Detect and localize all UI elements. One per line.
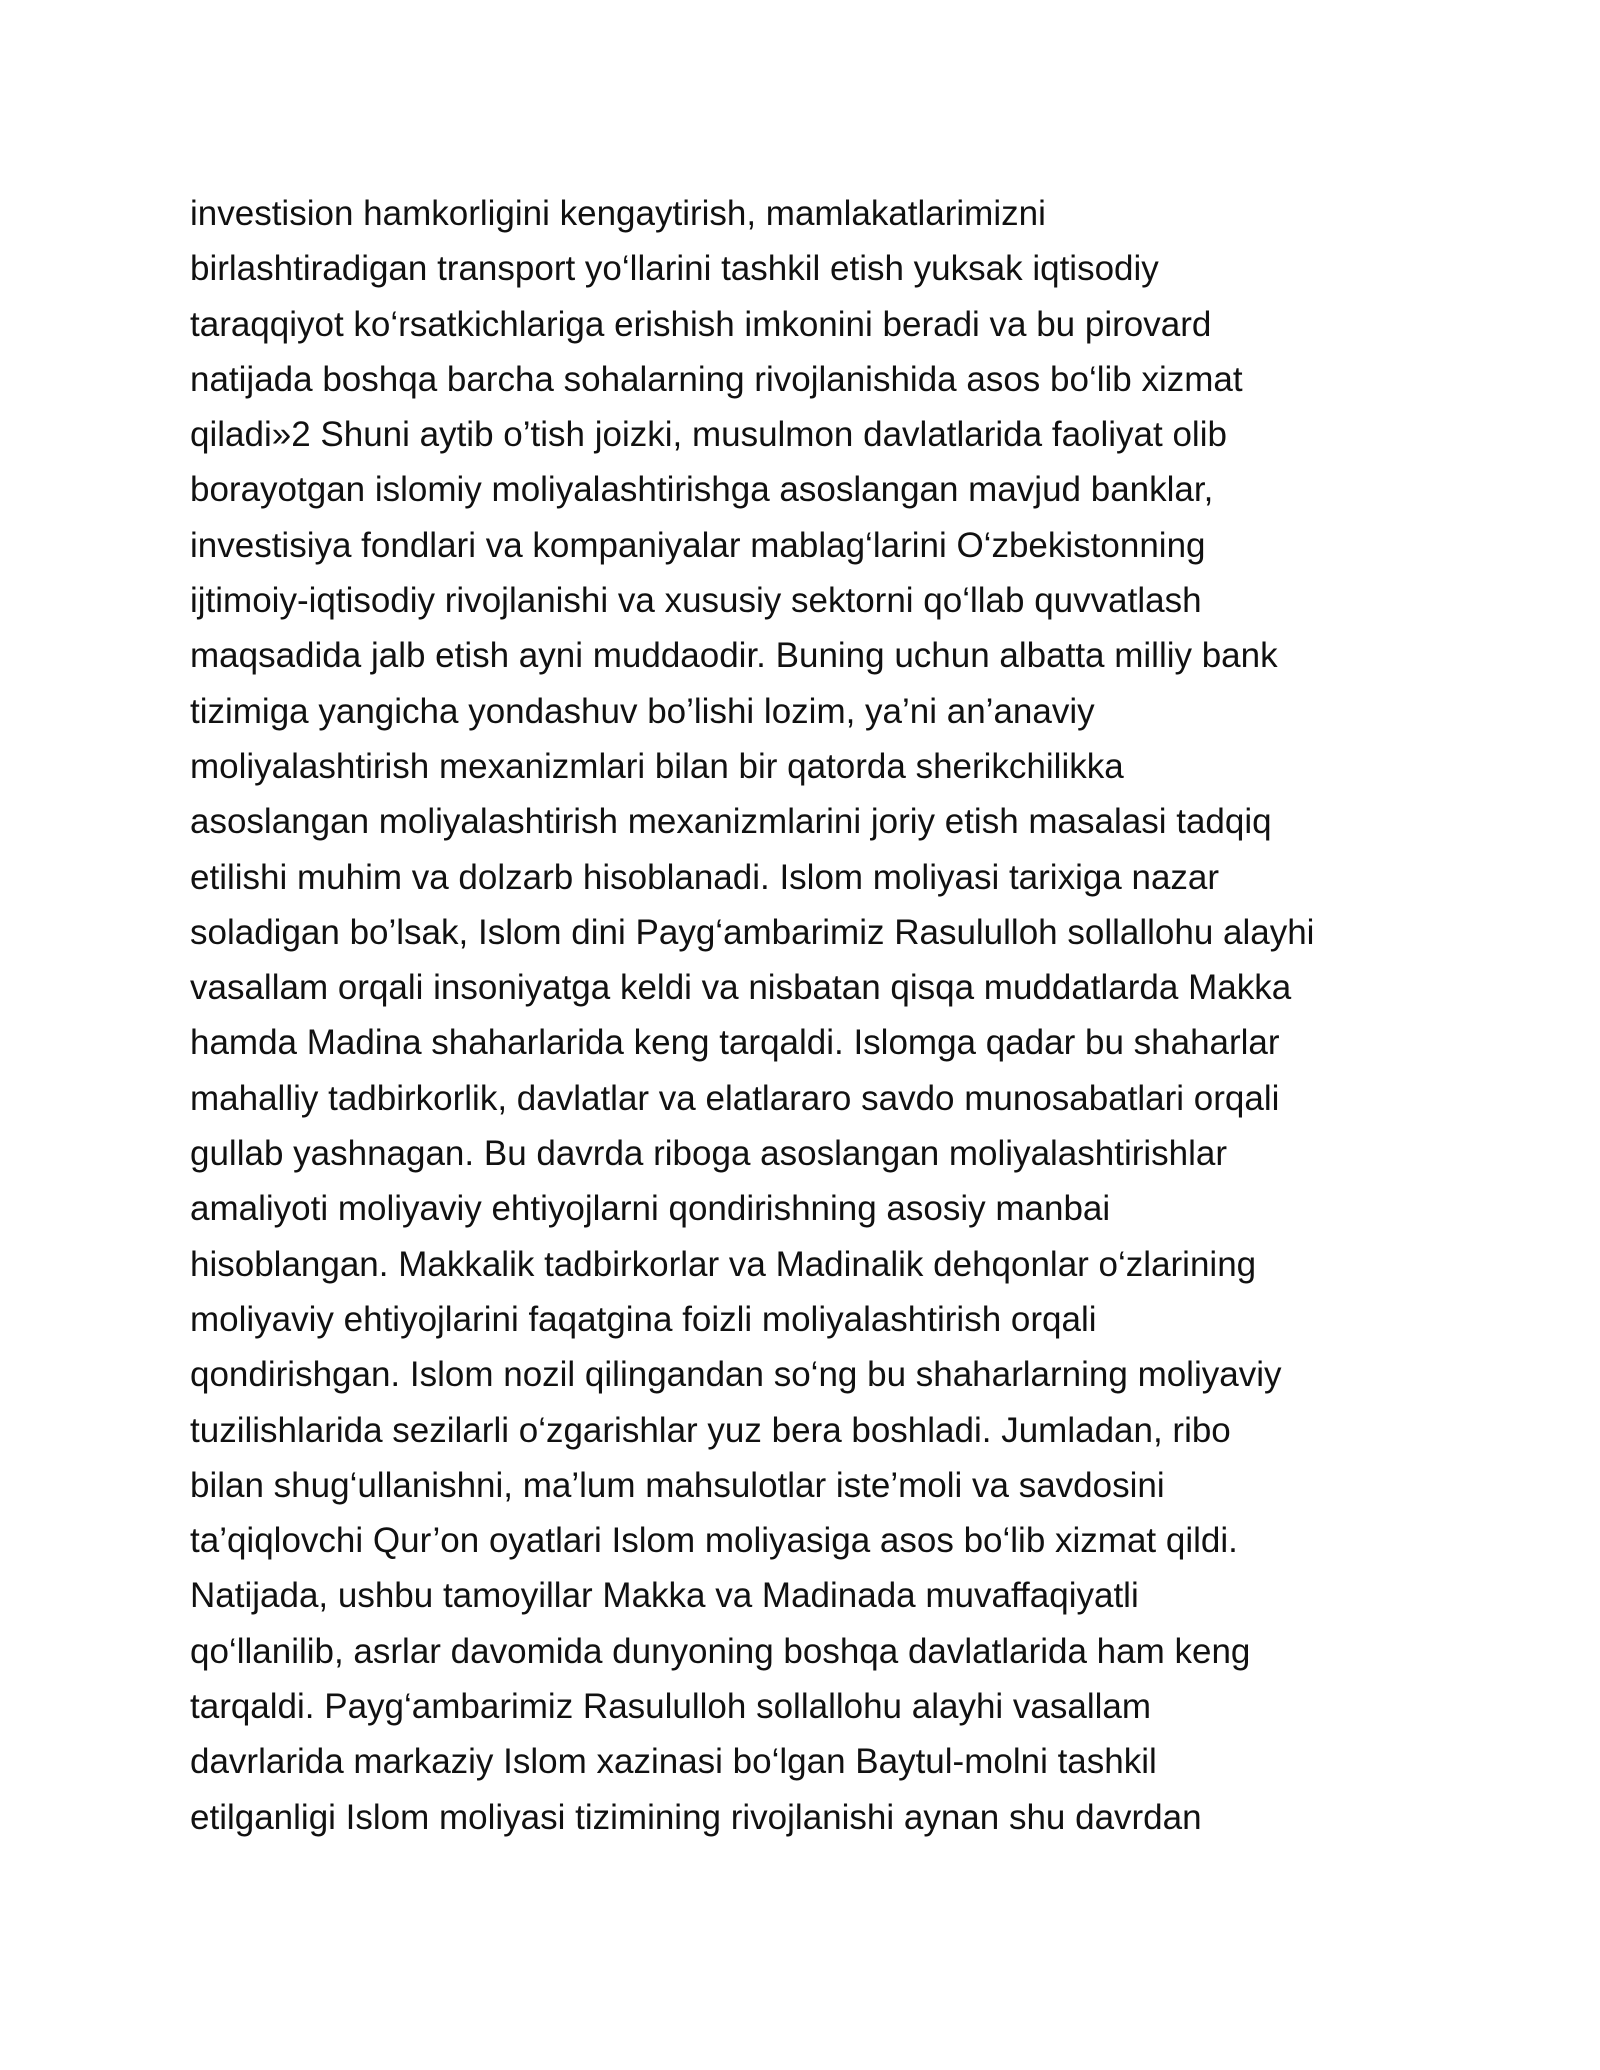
text-line: tarqaldi. Payg‘ambarimiz Rasululloh sollallohu alayhi vasallam <box>190 1687 1152 1727</box>
text-line: bilan shug‘ullanishni, ma’lum mahsulotlar iste’moli va savdosini <box>190 1465 1165 1505</box>
text-line: hisoblangan. Makkalik tadbirkorlar va Madinalik dehqonlar o‘zlarining <box>190 1244 1257 1284</box>
text-line: ijtimoiy-iqtisodiy rivojlanishi va xususiy sektorni qo‘llab quvvatlash <box>190 581 1202 621</box>
text-line: soladigan bo’lsak, Islom dini Payg‘ambarimiz Rasululloh sollallohu alayhi <box>190 912 1315 952</box>
text-line: davrlarida markaziy Islom xazinasi bo‘lgan Baytul-molni tashkil <box>190 1742 1157 1782</box>
text-line: amaliyoti moliyaviy ehtiyojlarni qondirishning asosiy manbai <box>190 1189 1111 1229</box>
text-line: asoslangan moliyalashtirish mexanizmlarini joriy etish masalasi tadqiq <box>190 802 1272 842</box>
text-line: investision hamkorligini kengaytirish, mamlakatlarimizni <box>190 194 1046 233</box>
text-line: ta’qiqlovchi Qur’on oyatlari Islom moliyasiga asos bo‘lib xizmat qildi. <box>190 1521 1238 1561</box>
text-line: borayotgan islomiy moliyalashtirishga asoslangan mavjud banklar, <box>190 470 1214 510</box>
text-line: etilganligi Islom moliyasi tizimining rivojlanishi aynan shu davrdan <box>190 1797 1202 1837</box>
text-line: etilishi muhim va dolzarb hisoblanadi. Islom moliyasi tarixiga nazar <box>190 857 1220 897</box>
text-line: mahalliy tadbirkorlik, davlatlar va elatlararo savdo munosabatlari orqali <box>190 1078 1280 1118</box>
text-line: qondirishgan. Islom nozil qilingandan so‘ng bu shaharlarning moliyaviy <box>190 1355 1282 1395</box>
text-line: moliyalashtirish mexanizmlari bilan bir qatorda sherikchilikka <box>190 746 1124 786</box>
text-line: birlashtiradigan transport yo‘llarini tashkil etish yuksak iqtisodiy <box>190 249 1159 289</box>
text-line: natijada boshqa barcha sohalarning rivojlanishida asos bo‘lib xizmat <box>190 359 1243 399</box>
text-line: taraqqiyot ko‘rsatkichlariga erishish imkonini beradi va bu pirovard <box>190 304 1212 344</box>
text-line: vasallam orqali insoniyatga keldi va nisbatan qisqa muddatlarda Makka <box>190 968 1292 1008</box>
body-text <box>190 186 1440 1845</box>
text-line: qo‘llanilib, asrlar davomida dunyoning boshqa davlatlarida ham keng <box>190 1631 1251 1671</box>
text-line: tizimiga yangicha yondashuv bo’lishi lozim, ya’ni an’anaviy <box>190 691 1095 731</box>
text-line: tuzilishlarida sezilarli o‘zgarishlar yuz bera boshladi. Jumladan, ribo <box>190 1410 1231 1450</box>
text-line: moliyaviy ehtiyojlarini faqatgina foizli moliyalashtirish orqali <box>190 1299 1097 1339</box>
text-line: gullab yashnagan. Bu davrda riboga asoslangan moliyalashtirishlar <box>190 1134 1228 1174</box>
text-line: Natijada, ushbu tamoyillar Makka va Madinada muvaffaqiyatli <box>190 1576 1139 1616</box>
text-line: investisiya fondlari va kompaniyalar mablag‘larini O‘zbekistonning <box>190 525 1206 565</box>
text-line: maqsadida jalb etish ayni muddaodir. Buning uchun albatta milliy bank <box>190 636 1278 676</box>
text-line: qiladi»2 Shuni aytib o’tish joizki, musulmon davlatlarida faoliyat olib <box>190 415 1227 455</box>
text-line: hamda Madina shaharlarida keng tarqaldi. Islomga qadar bu shaharlar <box>190 1023 1280 1063</box>
